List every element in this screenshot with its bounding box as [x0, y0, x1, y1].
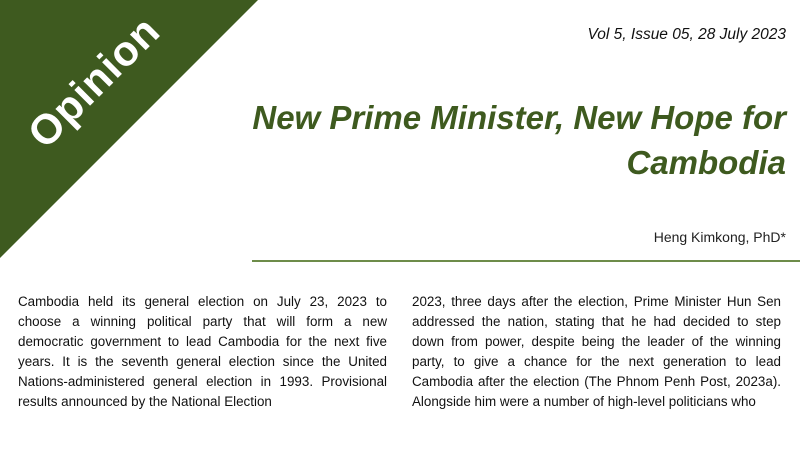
article-title: New Prime Minister, New Hope for Cambodia: [252, 99, 786, 181]
section-label: Opinion: [18, 6, 169, 157]
body-column-left: Cambodia held its general election on July 23, 2023 to choose a winning political party that will form a new democratic government to lead Cambodia for the next five years. It is the seventh general election since the United Nations-administered general election in 1993. Provisional results announced by the National Election: [18, 294, 387, 409]
issue-info: Vol 5, Issue 05, 28 July 2023: [587, 26, 786, 43]
header-divider: [252, 260, 800, 262]
author-byline: Heng Kimkong, PhD*: [653, 229, 786, 245]
body-column-right: 2023, three days after the election, Prime Minister Hun Sen addressed the nation, stating that he had decided to step down from power, despite being the leader of the winning party, to give a chance for the next generation to lead Cambodia after the election (The Phnom Penh Post, 2023a). Alongside him were a number of high-level politicians who: [412, 294, 781, 409]
